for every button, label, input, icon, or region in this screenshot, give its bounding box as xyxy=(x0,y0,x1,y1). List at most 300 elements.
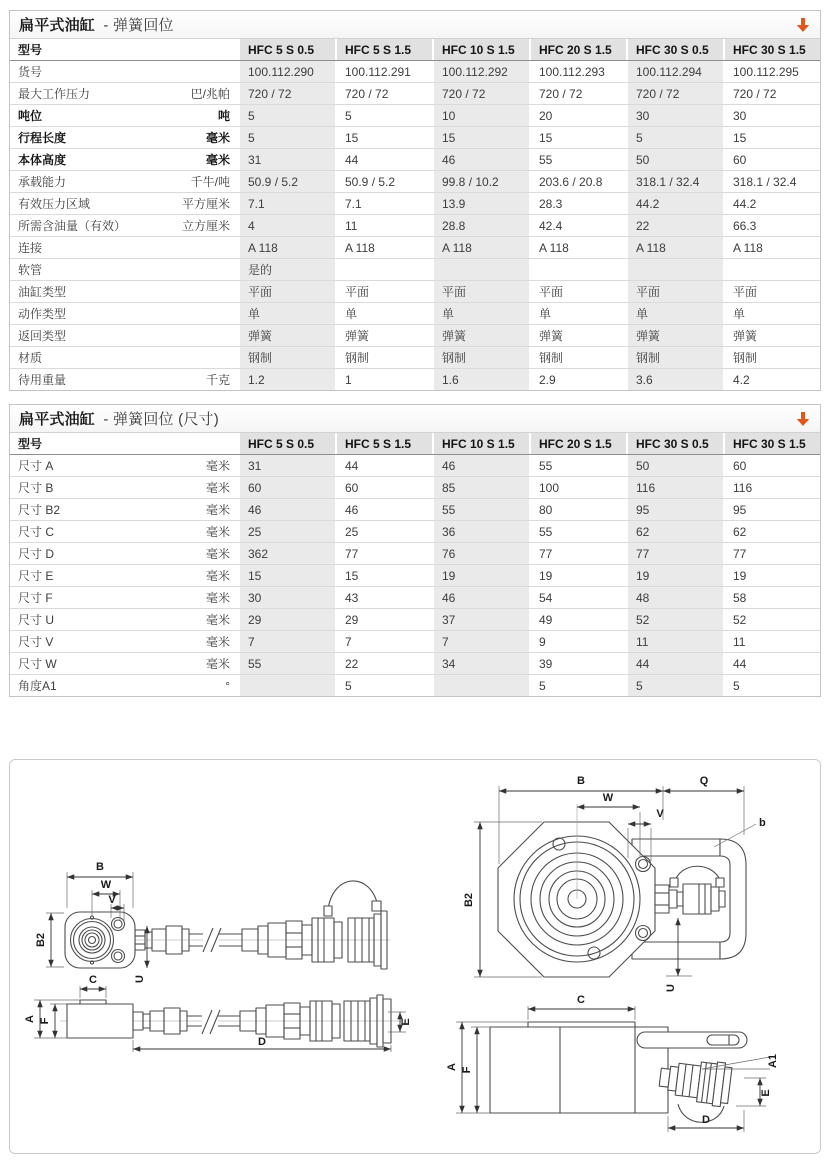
column-header-model: HFC 20 S 1.5 xyxy=(529,433,626,454)
row-unit: 毫米 xyxy=(205,612,230,627)
row-label: 尺寸 D xyxy=(18,546,55,561)
cell-value: 4 xyxy=(238,215,335,236)
cell-value: 平面 xyxy=(723,281,820,302)
table1-title-bar xyxy=(10,11,820,39)
cell-value: 7 xyxy=(335,631,432,652)
cell-value: 318.1 / 32.4 xyxy=(626,171,723,192)
cell-value: 55 xyxy=(529,149,626,170)
cell-value xyxy=(432,675,529,696)
row-label-cell xyxy=(10,281,238,302)
cell-value: 100.112.295 xyxy=(723,61,820,82)
cell-value: 钢制 xyxy=(238,347,335,368)
row-label: 尺寸 W xyxy=(18,656,57,671)
row-label: 尺寸 B2 xyxy=(18,502,61,517)
cell-value: 28.3 xyxy=(529,193,626,214)
row-unit: ° xyxy=(225,678,230,693)
cell-value: 44 xyxy=(723,653,820,674)
table1-title-sub: - 弹簧回位 xyxy=(103,17,174,34)
table1-title-main: 扁平式油缸 xyxy=(19,17,96,34)
cylinder-body-side-view xyxy=(67,1004,133,1038)
table-row xyxy=(10,455,820,476)
download-arrow-icon[interactable] xyxy=(795,17,811,33)
row-label: 本体高度 xyxy=(18,152,67,167)
row-label-cell xyxy=(10,259,238,280)
cell-value: 77 xyxy=(529,543,626,564)
row-label: 油缸类型 xyxy=(18,284,67,299)
table2-title-sub: - 弹簧回位 (尺寸) xyxy=(103,411,219,428)
cell-value: 720 / 72 xyxy=(238,83,335,104)
dim-label-b-right: B xyxy=(577,775,585,787)
row-unit: 毫米 xyxy=(205,546,230,561)
table-row xyxy=(10,82,820,104)
row-label: 尺寸 F xyxy=(18,590,53,605)
cell-value: 100.112.291 xyxy=(335,61,432,82)
cell-value: 单 xyxy=(238,303,335,324)
row-label: 行程长度 xyxy=(18,130,67,145)
cell-value: 5 xyxy=(529,675,626,696)
cell-value: 20 xyxy=(529,105,626,126)
cell-value: 77 xyxy=(723,543,820,564)
cell-value: 10 xyxy=(432,105,529,126)
left-drawing-side-view xyxy=(24,974,412,1052)
cell-value: 100.112.294 xyxy=(626,61,723,82)
cell-value: 720 / 72 xyxy=(626,83,723,104)
dim-label-q-right: Q xyxy=(699,775,709,787)
cell-value: 7.1 xyxy=(335,193,432,214)
dim-label-c-right: C xyxy=(577,994,585,1006)
dim-label-e-left: E xyxy=(400,1018,412,1026)
row-label: 材质 xyxy=(18,350,43,365)
carry-handle-side xyxy=(637,1032,747,1048)
dim-label-b-left: B xyxy=(96,861,104,873)
row-unit: 毫米 xyxy=(205,458,230,473)
cell-value: 29 xyxy=(238,609,335,630)
cell-value xyxy=(432,259,529,280)
row-label: 动作类型 xyxy=(18,306,67,321)
table-row xyxy=(10,476,820,498)
cell-value: 11 xyxy=(723,631,820,652)
cell-value: 44.2 xyxy=(626,193,723,214)
cell-value: 1.2 xyxy=(238,369,335,390)
table-row xyxy=(10,630,820,652)
row-label-cell xyxy=(10,653,238,674)
dim-label-w-right: W xyxy=(602,792,614,804)
row-label: 尺寸 V xyxy=(18,634,54,649)
column-header-model: HFC 30 S 0.5 xyxy=(626,39,723,60)
cell-value: 5 xyxy=(723,675,820,696)
row-label-cell xyxy=(10,587,238,608)
cell-value: A 118 xyxy=(238,237,335,258)
table-row xyxy=(10,652,820,674)
row-label: 承载能力 xyxy=(18,174,67,189)
table-row xyxy=(10,170,820,192)
dim-label-v-right: V xyxy=(656,808,664,820)
cell-value: 95 xyxy=(723,499,820,520)
cell-value: 80 xyxy=(529,499,626,520)
table-row xyxy=(10,214,820,236)
cell-value: 31 xyxy=(238,149,335,170)
table1-title xyxy=(19,14,174,35)
cell-value: 48 xyxy=(626,587,723,608)
cell-value: 46 xyxy=(238,499,335,520)
cell-value: 19 xyxy=(626,565,723,586)
row-label-cell xyxy=(10,477,238,498)
cell-value: 钢制 xyxy=(529,347,626,368)
cell-value: 46 xyxy=(432,587,529,608)
cell-value: 95 xyxy=(626,499,723,520)
cell-value: 44 xyxy=(626,653,723,674)
row-label: 尺寸 B xyxy=(18,480,54,495)
row-label-cell xyxy=(10,631,238,652)
cell-value: 7 xyxy=(238,631,335,652)
dim-label-f-left: F xyxy=(39,1017,51,1025)
cell-value: 77 xyxy=(335,543,432,564)
cell-value: 15 xyxy=(335,565,432,586)
row-label-cell xyxy=(10,369,238,390)
row-label-cell xyxy=(10,83,238,104)
row-label: 待用重量 xyxy=(18,372,67,387)
cell-value: 5 xyxy=(238,105,335,126)
cell-value: 58 xyxy=(723,587,820,608)
row-label-cell xyxy=(10,193,238,214)
cell-value: 弹簧 xyxy=(626,325,723,346)
cell-value: 1 xyxy=(335,369,432,390)
cell-value: 13.9 xyxy=(432,193,529,214)
table2-body xyxy=(10,455,820,696)
table2-title xyxy=(19,408,219,429)
cell-value: 22 xyxy=(335,653,432,674)
row-label: 有效压力区域 xyxy=(18,196,91,211)
cell-value: 720 / 72 xyxy=(432,83,529,104)
row-unit: 毫米 xyxy=(205,634,230,649)
cell-value: 50 xyxy=(626,149,723,170)
row-unit: 毫米 xyxy=(205,130,230,145)
cell-value: 46 xyxy=(432,455,529,476)
dim-label-w-left: W xyxy=(100,879,112,891)
cell-value: 44 xyxy=(335,149,432,170)
cell-value: A 118 xyxy=(529,237,626,258)
cell-value: 平面 xyxy=(238,281,335,302)
column-header-model: HFC 5 S 1.5 xyxy=(335,39,432,60)
cell-value: A 118 xyxy=(626,237,723,258)
row-label-cell xyxy=(10,149,238,170)
table2-title-main: 扁平式油缸 xyxy=(19,411,96,428)
table-row xyxy=(10,520,820,542)
cell-value: 44.2 xyxy=(723,193,820,214)
row-label: 软管 xyxy=(18,262,43,277)
table-row xyxy=(10,302,820,324)
cell-value: 平面 xyxy=(335,281,432,302)
cell-value: 9 xyxy=(529,631,626,652)
column-header-model: HFC 5 S 1.5 xyxy=(335,433,432,454)
cell-value: 720 / 72 xyxy=(723,83,820,104)
dim-label-v-left: V xyxy=(108,894,116,906)
table-row xyxy=(10,498,820,520)
cell-value: 49 xyxy=(529,609,626,630)
row-unit: 吨 xyxy=(217,108,230,123)
row-label: 角度A1 xyxy=(18,678,57,693)
column-header-model: HFC 10 S 1.5 xyxy=(432,39,529,60)
dust-cap-lanyard xyxy=(328,881,378,910)
cell-value: 4.2 xyxy=(723,369,820,390)
cell-value: 50.9 / 5.2 xyxy=(335,171,432,192)
cell-value: 7.1 xyxy=(238,193,335,214)
row-label-cell xyxy=(10,303,238,324)
cell-value: 77 xyxy=(626,543,723,564)
cell-value: 7 xyxy=(432,631,529,652)
cell-value: 85 xyxy=(432,477,529,498)
header-label-text: 型号 xyxy=(18,436,43,451)
cell-value: 60 xyxy=(723,455,820,476)
cell-value: 19 xyxy=(723,565,820,586)
cell-value: 2.9 xyxy=(529,369,626,390)
table-row xyxy=(10,280,820,302)
row-label: 尺寸 U xyxy=(18,612,55,627)
cell-value: 11 xyxy=(335,215,432,236)
cell-value: 100.112.292 xyxy=(432,61,529,82)
row-label-cell xyxy=(10,675,238,696)
column-header-model: HFC 30 S 1.5 xyxy=(723,433,820,454)
cell-value: 19 xyxy=(529,565,626,586)
row-label: 返回类型 xyxy=(18,328,67,343)
cell-value: 55 xyxy=(432,499,529,520)
cell-value: 15 xyxy=(335,127,432,148)
column-header-model: HFC 5 S 0.5 xyxy=(238,433,335,454)
row-label: 所需含油量（有效） xyxy=(18,218,127,233)
row-unit: 千克 xyxy=(205,372,230,387)
table2-header-row xyxy=(10,433,820,455)
cell-value: 29 xyxy=(335,609,432,630)
cell-value: 116 xyxy=(723,477,820,498)
cell-value: 55 xyxy=(529,521,626,542)
cell-value: 34 xyxy=(432,653,529,674)
cell-value: 15 xyxy=(723,127,820,148)
spec-table-dimensions xyxy=(9,404,821,697)
table-row xyxy=(10,126,820,148)
table-row xyxy=(10,61,820,82)
column-header-model: HFC 30 S 1.5 xyxy=(723,39,820,60)
cell-value: 720 / 72 xyxy=(335,83,432,104)
table1-body xyxy=(10,61,820,390)
cell-value: 5 xyxy=(335,675,432,696)
row-label-cell xyxy=(10,543,238,564)
cell-value: 99.8 / 10.2 xyxy=(432,171,529,192)
row-label-cell xyxy=(10,171,238,192)
row-unit: 毫米 xyxy=(205,524,230,539)
cell-value: 54 xyxy=(529,587,626,608)
dim-label-f-right: F xyxy=(461,1066,473,1074)
cell-value: 平面 xyxy=(432,281,529,302)
cell-value xyxy=(529,259,626,280)
cell-value: 60 xyxy=(723,149,820,170)
row-label: 尺寸 E xyxy=(18,568,54,583)
cell-value: 3.6 xyxy=(626,369,723,390)
cell-value: 钢制 xyxy=(626,347,723,368)
dim-label-b2-left: B2 xyxy=(35,932,47,948)
row-label-cell xyxy=(10,325,238,346)
row-unit: 平方厘米 xyxy=(181,196,230,211)
table1-header-row xyxy=(10,39,820,61)
cell-value: 52 xyxy=(626,609,723,630)
cell-value: 钢制 xyxy=(723,347,820,368)
cell-value: 25 xyxy=(335,521,432,542)
row-unit: 立方厘米 xyxy=(181,218,230,233)
dim-label-a-left: A xyxy=(24,1015,36,1023)
cell-value: 钢制 xyxy=(335,347,432,368)
cell-value xyxy=(626,259,723,280)
cell-value: 46 xyxy=(432,149,529,170)
cell-value: 单 xyxy=(723,303,820,324)
cell-value: 15 xyxy=(529,127,626,148)
table-row xyxy=(10,258,820,280)
table-row xyxy=(10,368,820,390)
table2-title-bar xyxy=(10,405,820,433)
cell-value: 5 xyxy=(335,105,432,126)
table-row xyxy=(10,674,820,696)
cell-value xyxy=(723,259,820,280)
cell-value: A 118 xyxy=(335,237,432,258)
row-unit: 毫米 xyxy=(205,152,230,167)
dim-label-a-right: A xyxy=(446,1063,458,1071)
right-drawing-side-view xyxy=(446,994,779,1132)
cell-value: 15 xyxy=(238,565,335,586)
row-label-cell xyxy=(10,347,238,368)
cell-value: 39 xyxy=(529,653,626,674)
dim-label-c-left: C xyxy=(89,974,97,986)
dim-label-d-right: D xyxy=(702,1114,710,1126)
header-label-text: 型号 xyxy=(18,42,43,57)
cell-value xyxy=(238,675,335,696)
cell-value: 116 xyxy=(626,477,723,498)
cell-value: 50 xyxy=(626,455,723,476)
row-label-cell xyxy=(10,609,238,630)
cell-value: 单 xyxy=(529,303,626,324)
dim-label-d-left: D xyxy=(258,1036,266,1048)
table-row xyxy=(10,542,820,564)
cell-value: 15 xyxy=(432,127,529,148)
cell-value: 30 xyxy=(238,587,335,608)
cell-value: 720 / 72 xyxy=(529,83,626,104)
cell-value: A 118 xyxy=(723,237,820,258)
cell-value: 37 xyxy=(432,609,529,630)
cell-value: 46 xyxy=(335,499,432,520)
cell-value: 25 xyxy=(238,521,335,542)
row-label: 尺寸 A xyxy=(18,458,54,473)
cell-value: 钢制 xyxy=(432,347,529,368)
cell-value: 30 xyxy=(723,105,820,126)
row-unit: 巴/兆帕 xyxy=(190,86,230,101)
row-label-cell xyxy=(10,237,238,258)
table-row xyxy=(10,324,820,346)
row-unit: 毫米 xyxy=(205,590,230,605)
spec-table-performance xyxy=(9,10,821,391)
cell-value: 60 xyxy=(238,477,335,498)
cell-value: 30 xyxy=(626,105,723,126)
cell-value: 100.112.293 xyxy=(529,61,626,82)
cell-value: 52 xyxy=(723,609,820,630)
cell-value: 55 xyxy=(529,455,626,476)
cell-value: 单 xyxy=(432,303,529,324)
table-row xyxy=(10,346,820,368)
row-label-cell xyxy=(10,105,238,126)
cell-value: 弹簧 xyxy=(529,325,626,346)
cell-value: 362 xyxy=(238,543,335,564)
cell-value: 11 xyxy=(626,631,723,652)
cell-value: 100 xyxy=(529,477,626,498)
row-label-cell xyxy=(10,565,238,586)
cell-value: 62 xyxy=(626,521,723,542)
technical-drawing xyxy=(10,760,820,1153)
cell-value: 平面 xyxy=(626,281,723,302)
table-row xyxy=(10,104,820,126)
cell-value: 5 xyxy=(238,127,335,148)
cell-value: 31 xyxy=(238,455,335,476)
cell-value: 5 xyxy=(626,675,723,696)
row-label: 最大工作压力 xyxy=(18,86,91,101)
row-unit: 千牛/吨 xyxy=(190,174,230,189)
cell-value: 76 xyxy=(432,543,529,564)
column-header-model: HFC 10 S 1.5 xyxy=(432,433,529,454)
cell-value: 5 xyxy=(626,127,723,148)
cell-value: 66.3 xyxy=(723,215,820,236)
row-unit: 毫米 xyxy=(205,502,230,517)
column-header-model: HFC 30 S 0.5 xyxy=(626,433,723,454)
cell-value: 42.4 xyxy=(529,215,626,236)
row-label-cell xyxy=(10,521,238,542)
cell-value: 44 xyxy=(335,455,432,476)
table-row xyxy=(10,236,820,258)
left-drawing-top-view xyxy=(35,861,390,983)
download-arrow-icon[interactable] xyxy=(795,411,811,427)
cell-value: 是的 xyxy=(238,259,335,280)
cell-value: 弹簧 xyxy=(238,325,335,346)
cell-value: 平面 xyxy=(529,281,626,302)
row-label: 货号 xyxy=(18,64,43,79)
cell-value: 43 xyxy=(335,587,432,608)
cell-value: 28.8 xyxy=(432,215,529,236)
handle-callout-label: b xyxy=(759,817,766,829)
row-label: 吨位 xyxy=(18,108,43,123)
cell-value: 19 xyxy=(432,565,529,586)
column-header-model: HFC 20 S 1.5 xyxy=(529,39,626,60)
cell-value: 弹簧 xyxy=(335,325,432,346)
cell-value: 弹簧 xyxy=(723,325,820,346)
coupler-lanyard xyxy=(674,866,722,886)
dim-label-a1-right: A1 xyxy=(767,1053,779,1069)
cell-value: 100.112.290 xyxy=(238,61,335,82)
cell-value: 62 xyxy=(723,521,820,542)
row-unit: 毫米 xyxy=(205,656,230,671)
row-unit: 毫米 xyxy=(205,480,230,495)
dim-label-u-right: U xyxy=(665,984,677,992)
table-row xyxy=(10,192,820,214)
table-row xyxy=(10,608,820,630)
row-label: 尺寸 C xyxy=(18,524,55,539)
cell-value: 60 xyxy=(335,477,432,498)
column-header-label xyxy=(10,39,238,60)
dim-label-e-right: E xyxy=(760,1089,772,1097)
cell-value: 单 xyxy=(626,303,723,324)
cell-value: 1.6 xyxy=(432,369,529,390)
table-row xyxy=(10,586,820,608)
right-drawing-top-view xyxy=(463,775,766,992)
cell-value: A 118 xyxy=(432,237,529,258)
cell-value: 318.1 / 32.4 xyxy=(723,171,820,192)
row-label: 连接 xyxy=(18,240,43,255)
row-label-cell xyxy=(10,215,238,236)
column-header-model: HFC 5 S 0.5 xyxy=(238,39,335,60)
cell-value: 36 xyxy=(432,521,529,542)
